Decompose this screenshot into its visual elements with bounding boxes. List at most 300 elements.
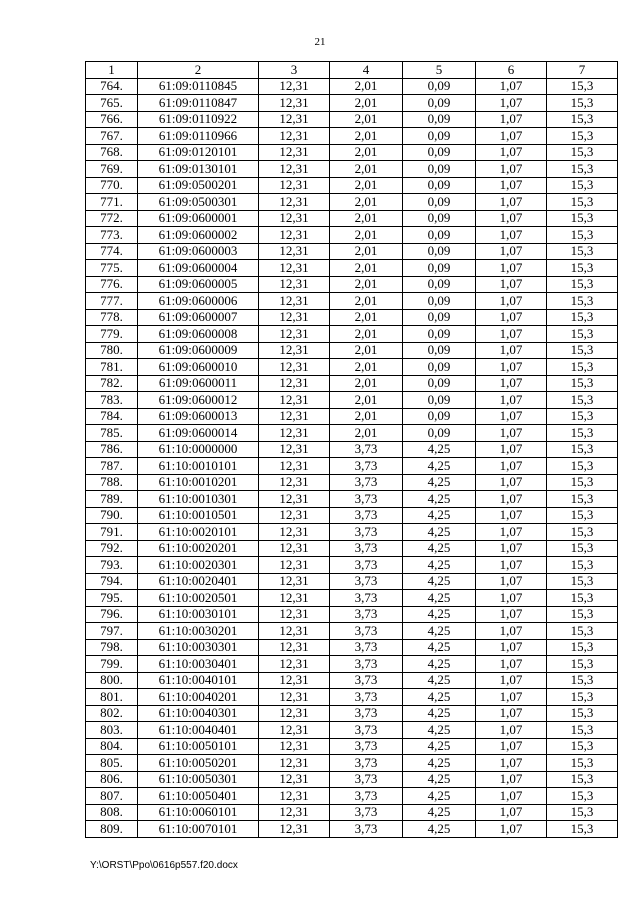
table-cell: 0,09	[403, 144, 476, 161]
table-row	[86, 573, 618, 590]
table-cell: 12,31	[259, 194, 330, 211]
table-cell: 0,09	[403, 161, 476, 178]
table-cell: 3,73	[330, 573, 403, 590]
table-cell: 15,3	[547, 557, 618, 574]
table-cell: 2,01	[330, 375, 403, 392]
table-cell: 1,07	[476, 491, 547, 508]
table-cell: 795.	[86, 590, 138, 607]
table-row	[86, 672, 618, 689]
table-cell: 12,31	[259, 359, 330, 376]
table-cell: 12,31	[259, 639, 330, 656]
table-body	[86, 78, 618, 837]
table-cell: 770.	[86, 177, 138, 194]
table-cell: 4,25	[403, 474, 476, 491]
table-cell: 0,09	[403, 128, 476, 145]
table-cell: 15,3	[547, 804, 618, 821]
table-cell: 15,3	[547, 722, 618, 739]
table-cell: 1,07	[476, 309, 547, 326]
table-cell: 4,25	[403, 606, 476, 623]
table-cell: 15,3	[547, 524, 618, 541]
table-row	[86, 276, 618, 293]
table-cell: 4,25	[403, 705, 476, 722]
table-cell: 12,31	[259, 95, 330, 112]
table-row	[86, 128, 618, 145]
table-cell: 12,31	[259, 590, 330, 607]
table-cell: 3,73	[330, 524, 403, 541]
table-cell: 765.	[86, 95, 138, 112]
table-row	[86, 606, 618, 623]
footer-file-path: Y:\ORST\Ppo\0616p557.f20.docx	[90, 860, 238, 871]
table-cell: 778.	[86, 309, 138, 326]
table-cell: 4,25	[403, 788, 476, 805]
table-cell: 61:09:0600012	[138, 392, 259, 409]
table-cell: 61:09:0600008	[138, 326, 259, 343]
table-cell: 3,73	[330, 722, 403, 739]
table-cell: 15,3	[547, 507, 618, 524]
table-row	[86, 656, 618, 673]
column-header: 3	[259, 62, 330, 79]
table-cell: 12,31	[259, 557, 330, 574]
table-cell: 2,01	[330, 111, 403, 128]
table-cell: 0,09	[403, 95, 476, 112]
table-cell: 15,3	[547, 293, 618, 310]
table-cell: 792.	[86, 540, 138, 557]
table-cell: 12,31	[259, 276, 330, 293]
table-cell: 1,07	[476, 524, 547, 541]
table-cell: 15,3	[547, 821, 618, 838]
table-cell: 802.	[86, 705, 138, 722]
table-row	[86, 705, 618, 722]
table-cell: 1,07	[476, 590, 547, 607]
table-cell: 2,01	[330, 194, 403, 211]
table-cell: 61:09:0600009	[138, 342, 259, 359]
table-cell: 4,25	[403, 821, 476, 838]
table-row	[86, 557, 618, 574]
table-cell: 3,73	[330, 738, 403, 755]
table-cell: 3,73	[330, 656, 403, 673]
table-cell: 15,3	[547, 309, 618, 326]
table-cell: 2,01	[330, 342, 403, 359]
table-cell: 1,07	[476, 672, 547, 689]
table-row	[86, 639, 618, 656]
table-cell: 0,09	[403, 408, 476, 425]
table-cell: 61:09:0600004	[138, 260, 259, 277]
table-cell: 805.	[86, 755, 138, 772]
table-cell: 15,3	[547, 656, 618, 673]
column-header: 1	[86, 62, 138, 79]
table-cell: 0,09	[403, 227, 476, 244]
table-cell: 61:10:0030201	[138, 623, 259, 640]
table-cell: 12,31	[259, 260, 330, 277]
table-cell: 12,31	[259, 441, 330, 458]
table-cell: 2,01	[330, 161, 403, 178]
table-row	[86, 507, 618, 524]
table-cell: 61:10:0050401	[138, 788, 259, 805]
table-cell: 1,07	[476, 194, 547, 211]
table-cell: 15,3	[547, 458, 618, 475]
column-header: 2	[138, 62, 259, 79]
table-cell: 1,07	[476, 210, 547, 227]
table-cell: 61:10:0040201	[138, 689, 259, 706]
table-cell: 4,25	[403, 804, 476, 821]
table-cell: 61:09:0600013	[138, 408, 259, 425]
table-cell: 4,25	[403, 755, 476, 772]
table-cell: 0,09	[403, 260, 476, 277]
table-cell: 0,09	[403, 243, 476, 260]
column-header: 5	[403, 62, 476, 79]
table-cell: 15,3	[547, 359, 618, 376]
table-row	[86, 623, 618, 640]
table-cell: 4,25	[403, 491, 476, 508]
table-cell: 3,73	[330, 491, 403, 508]
table-cell: 1,07	[476, 260, 547, 277]
table-cell: 61:10:0030401	[138, 656, 259, 673]
table-cell: 1,07	[476, 722, 547, 739]
table-cell: 61:09:0600011	[138, 375, 259, 392]
table-header-row	[86, 62, 618, 79]
table-cell: 12,31	[259, 540, 330, 557]
table-cell: 798.	[86, 639, 138, 656]
table-cell: 12,31	[259, 474, 330, 491]
table-cell: 61:10:0010101	[138, 458, 259, 475]
table-cell: 768.	[86, 144, 138, 161]
table-cell: 61:09:0600006	[138, 293, 259, 310]
table-cell: 61:09:0110847	[138, 95, 259, 112]
table-cell: 1,07	[476, 243, 547, 260]
table-cell: 15,3	[547, 788, 618, 805]
table-cell: 0,09	[403, 177, 476, 194]
table-cell: 15,3	[547, 705, 618, 722]
table-cell: 3,73	[330, 771, 403, 788]
table-cell: 61:10:0030101	[138, 606, 259, 623]
table-row	[86, 491, 618, 508]
table-cell: 791.	[86, 524, 138, 541]
table-cell: 2,01	[330, 276, 403, 293]
table-cell: 0,09	[403, 111, 476, 128]
table-cell: 12,31	[259, 507, 330, 524]
table-cell: 1,07	[476, 705, 547, 722]
table-cell: 15,3	[547, 111, 618, 128]
table-cell: 61:09:0500201	[138, 177, 259, 194]
table-cell: 61:10:0050201	[138, 755, 259, 772]
table-cell: 1,07	[476, 95, 547, 112]
table-cell: 2,01	[330, 95, 403, 112]
table-cell: 0,09	[403, 194, 476, 211]
table-cell: 774.	[86, 243, 138, 260]
table-cell: 12,31	[259, 573, 330, 590]
table-cell: 2,01	[330, 144, 403, 161]
table-cell: 1,07	[476, 474, 547, 491]
table-cell: 0,09	[403, 359, 476, 376]
table-cell: 15,3	[547, 78, 618, 95]
table-cell: 0,09	[403, 78, 476, 95]
table-cell: 61:09:0600001	[138, 210, 259, 227]
table-cell: 1,07	[476, 738, 547, 755]
table-cell: 1,07	[476, 408, 547, 425]
table-cell: 781.	[86, 359, 138, 376]
table-cell: 15,3	[547, 738, 618, 755]
table-cell: 12,31	[259, 408, 330, 425]
table-cell: 807.	[86, 788, 138, 805]
data-table	[85, 61, 618, 838]
table-cell: 2,01	[330, 309, 403, 326]
table-row	[86, 738, 618, 755]
table-cell: 4,25	[403, 557, 476, 574]
table-cell: 769.	[86, 161, 138, 178]
table-cell: 15,3	[547, 392, 618, 409]
table-cell: 61:09:0600007	[138, 309, 259, 326]
table-cell: 1,07	[476, 177, 547, 194]
table-cell: 12,31	[259, 524, 330, 541]
table-cell: 787.	[86, 458, 138, 475]
table-cell: 61:10:0010501	[138, 507, 259, 524]
table-cell: 1,07	[476, 276, 547, 293]
table-cell: 61:10:0010301	[138, 491, 259, 508]
table-cell: 800.	[86, 672, 138, 689]
table-cell: 794.	[86, 573, 138, 590]
table-cell: 764.	[86, 78, 138, 95]
table-cell: 767.	[86, 128, 138, 145]
table-cell: 61:09:0600002	[138, 227, 259, 244]
table-cell: 809.	[86, 821, 138, 838]
table-cell: 806.	[86, 771, 138, 788]
table-cell: 1,07	[476, 606, 547, 623]
table-cell: 808.	[86, 804, 138, 821]
table-cell: 3,73	[330, 639, 403, 656]
table-cell: 1,07	[476, 623, 547, 640]
table-cell: 12,31	[259, 458, 330, 475]
table-cell: 12,31	[259, 111, 330, 128]
table-cell: 15,3	[547, 590, 618, 607]
table-cell: 771.	[86, 194, 138, 211]
table-cell: 15,3	[547, 689, 618, 706]
table-cell: 1,07	[476, 293, 547, 310]
table-cell: 15,3	[547, 260, 618, 277]
table-cell: 61:10:0020201	[138, 540, 259, 557]
table-cell: 12,31	[259, 623, 330, 640]
table-cell: 2,01	[330, 359, 403, 376]
table-cell: 12,31	[259, 128, 330, 145]
table-cell: 4,25	[403, 573, 476, 590]
table-cell: 1,07	[476, 771, 547, 788]
table-cell: 15,3	[547, 755, 618, 772]
table-cell: 61:10:0040401	[138, 722, 259, 739]
table-row	[86, 375, 618, 392]
table-cell: 15,3	[547, 672, 618, 689]
table-cell: 0,09	[403, 276, 476, 293]
table-cell: 61:09:0110922	[138, 111, 259, 128]
table-cell: 12,31	[259, 821, 330, 838]
table-cell: 3,73	[330, 458, 403, 475]
table-cell: 3,73	[330, 804, 403, 821]
table-cell: 0,09	[403, 375, 476, 392]
column-header: 7	[547, 62, 618, 79]
table-cell: 61:10:0000000	[138, 441, 259, 458]
table-cell: 1,07	[476, 128, 547, 145]
table-row	[86, 78, 618, 95]
table-cell: 3,73	[330, 557, 403, 574]
table-cell: 15,3	[547, 408, 618, 425]
table-cell: 1,07	[476, 788, 547, 805]
table-cell: 785.	[86, 425, 138, 442]
table-cell: 15,3	[547, 441, 618, 458]
table-cell: 0,09	[403, 342, 476, 359]
table-cell: 12,31	[259, 672, 330, 689]
table-cell: 0,09	[403, 210, 476, 227]
table-row	[86, 441, 618, 458]
table-cell: 793.	[86, 557, 138, 574]
table-cell: 12,31	[259, 227, 330, 244]
table-cell: 4,25	[403, 639, 476, 656]
table-cell: 780.	[86, 342, 138, 359]
table-row	[86, 111, 618, 128]
table-cell: 788.	[86, 474, 138, 491]
table-cell: 2,01	[330, 260, 403, 277]
table-cell: 4,25	[403, 771, 476, 788]
table-cell: 15,3	[547, 95, 618, 112]
table-row	[86, 326, 618, 343]
table-cell: 775.	[86, 260, 138, 277]
table-cell: 3,73	[330, 623, 403, 640]
table-cell: 2,01	[330, 243, 403, 260]
table-cell: 4,25	[403, 590, 476, 607]
table-row	[86, 293, 618, 310]
table-row	[86, 144, 618, 161]
table-cell: 15,3	[547, 540, 618, 557]
table-row	[86, 590, 618, 607]
table-cell: 12,31	[259, 771, 330, 788]
table-cell: 12,31	[259, 375, 330, 392]
table-cell: 61:09:0600005	[138, 276, 259, 293]
table-cell: 12,31	[259, 606, 330, 623]
table-cell: 15,3	[547, 573, 618, 590]
table-cell: 61:09:0110966	[138, 128, 259, 145]
table-cell: 61:09:0120101	[138, 144, 259, 161]
table-row	[86, 210, 618, 227]
table-cell: 4,25	[403, 738, 476, 755]
table-cell: 1,07	[476, 821, 547, 838]
table-row	[86, 821, 618, 838]
table-cell: 790.	[86, 507, 138, 524]
table-cell: 61:09:0600003	[138, 243, 259, 260]
table-cell: 15,3	[547, 771, 618, 788]
table-cell: 1,07	[476, 804, 547, 821]
table-cell: 61:09:0500301	[138, 194, 259, 211]
table-cell: 12,31	[259, 144, 330, 161]
table-cell: 4,25	[403, 722, 476, 739]
table-cell: 61:10:0050101	[138, 738, 259, 755]
table-cell: 773.	[86, 227, 138, 244]
table-cell: 1,07	[476, 689, 547, 706]
table-row	[86, 359, 618, 376]
table-cell: 1,07	[476, 375, 547, 392]
table-cell: 61:10:0020301	[138, 557, 259, 574]
table-cell: 61:10:0020101	[138, 524, 259, 541]
table-cell: 61:09:0600010	[138, 359, 259, 376]
table-cell: 784.	[86, 408, 138, 425]
table-cell: 2,01	[330, 326, 403, 343]
table-row	[86, 260, 618, 277]
table-cell: 15,3	[547, 375, 618, 392]
table-cell: 0,09	[403, 425, 476, 442]
table-cell: 4,25	[403, 540, 476, 557]
table-cell: 2,01	[330, 177, 403, 194]
table-cell: 4,25	[403, 623, 476, 640]
table-row	[86, 524, 618, 541]
table-cell: 15,3	[547, 326, 618, 343]
table-cell: 61:10:0060101	[138, 804, 259, 821]
table-row	[86, 804, 618, 821]
table-cell: 12,31	[259, 326, 330, 343]
table-row	[86, 408, 618, 425]
table-cell: 15,3	[547, 128, 618, 145]
table-cell: 4,25	[403, 524, 476, 541]
table-cell: 797.	[86, 623, 138, 640]
table-cell: 15,3	[547, 227, 618, 244]
table-cell: 2,01	[330, 128, 403, 145]
table-cell: 3,73	[330, 606, 403, 623]
table-cell: 12,31	[259, 491, 330, 508]
table-cell: 61:10:0020401	[138, 573, 259, 590]
table-cell: 15,3	[547, 194, 618, 211]
table-cell: 3,73	[330, 474, 403, 491]
table-row	[86, 788, 618, 805]
table-row	[86, 177, 618, 194]
table-cell: 4,25	[403, 441, 476, 458]
table-row	[86, 392, 618, 409]
table-cell: 3,73	[330, 705, 403, 722]
table-cell: 3,73	[330, 755, 403, 772]
table-cell: 12,31	[259, 309, 330, 326]
table-cell: 0,09	[403, 392, 476, 409]
table-row	[86, 194, 618, 211]
table-cell: 12,31	[259, 425, 330, 442]
table-cell: 3,73	[330, 590, 403, 607]
table-cell: 786.	[86, 441, 138, 458]
table-cell: 1,07	[476, 359, 547, 376]
table-cell: 12,31	[259, 161, 330, 178]
table-cell: 61:10:0070101	[138, 821, 259, 838]
column-header: 6	[476, 62, 547, 79]
table-row	[86, 95, 618, 112]
table-row	[86, 342, 618, 359]
table-cell: 2,01	[330, 210, 403, 227]
table-cell: 1,07	[476, 557, 547, 574]
table-cell: 12,31	[259, 656, 330, 673]
table-cell: 3,73	[330, 507, 403, 524]
table-cell: 1,07	[476, 392, 547, 409]
table-cell: 3,73	[330, 788, 403, 805]
table-cell: 15,3	[547, 161, 618, 178]
table-cell: 12,31	[259, 722, 330, 739]
table-cell: 801.	[86, 689, 138, 706]
table-row	[86, 458, 618, 475]
table-row	[86, 722, 618, 739]
table-cell: 1,07	[476, 458, 547, 475]
table-cell: 15,3	[547, 474, 618, 491]
table-cell: 772.	[86, 210, 138, 227]
table-cell: 1,07	[476, 342, 547, 359]
table-row	[86, 474, 618, 491]
table-cell: 0,09	[403, 326, 476, 343]
table-cell: 12,31	[259, 177, 330, 194]
table-cell: 15,3	[547, 210, 618, 227]
table-cell: 777.	[86, 293, 138, 310]
table-cell: 2,01	[330, 425, 403, 442]
table-cell: 15,3	[547, 491, 618, 508]
table-cell: 12,31	[259, 342, 330, 359]
table-cell: 4,25	[403, 507, 476, 524]
